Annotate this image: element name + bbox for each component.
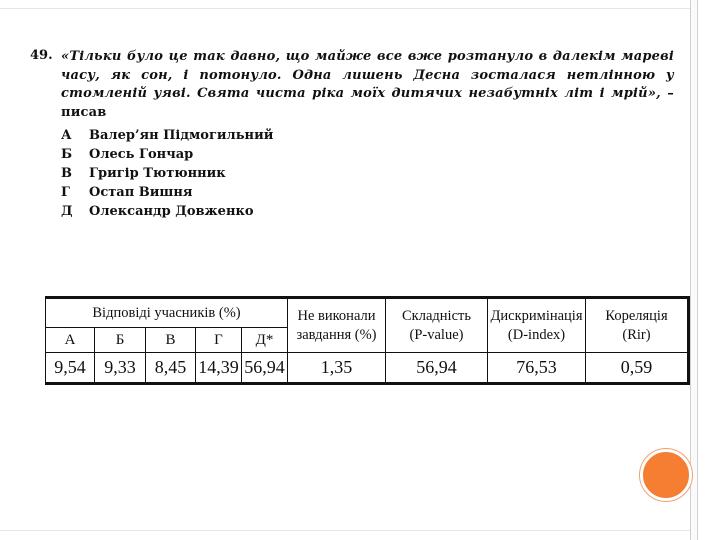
answer-option (61, 164, 273, 183)
answer-option (61, 145, 273, 164)
option-letter: В (61, 166, 72, 181)
option-text: Олесь Гончар (89, 147, 194, 162)
option-letter: Д (61, 204, 73, 219)
option-text: Григір Тютюнник (89, 166, 226, 181)
discrimination-header (488, 298, 586, 353)
difficulty-value-cell: 56,94 (386, 353, 488, 384)
answers-header: Відповіді учасників (%) (46, 298, 288, 328)
answer-value-cell: 14,39 (196, 353, 242, 384)
orange-accent-circle (640, 449, 692, 501)
question-quote: «Тільки було це так давно, що майже все вже розтануло в далекім мареві часу, як сон, і потонуло. Одна лишень Десна зосталася нетлінною у стомленій уяві. Свята чиста ріка моїх дитячих незабутніх літ і мрій», (61, 49, 674, 101)
correlation-header-line2: (Rir) (622, 326, 651, 343)
not-done-header (288, 298, 386, 353)
answer-option (61, 183, 273, 202)
discrimination-header-line1: Дискримінація (490, 307, 583, 324)
answer-option (61, 202, 273, 221)
difficulty-header-line2: (P-value) (409, 326, 464, 343)
results-table (45, 296, 690, 385)
question-number: 49. (30, 48, 53, 63)
answer-options (61, 126, 273, 221)
discrimination-header-line2: (D-index) (507, 326, 566, 343)
answer-letter-cell: А (46, 328, 95, 353)
answer-option (61, 126, 273, 145)
answer-letter-cell: Г (196, 328, 242, 353)
option-letter: Г (61, 185, 70, 200)
not-done-value-cell: 1,35 (288, 353, 386, 384)
answer-value-cell: 9,33 (95, 353, 146, 384)
question-text (61, 48, 674, 122)
answer-value-cell: 9,54 (46, 353, 95, 384)
answer-letter-cell: В (146, 328, 196, 353)
correlation-value-cell: 0,59 (586, 353, 689, 384)
frame-top-line (0, 8, 690, 9)
not-done-header-line1: Не виконали (297, 307, 376, 324)
option-text: Валер’ян Підмогильний (89, 128, 274, 143)
answer-letter-cell: Б (95, 328, 146, 353)
answer-value-cell: 56,94 (242, 353, 288, 384)
not-done-header-line2: завдання (%) (296, 326, 377, 343)
question-tail: – писав (61, 86, 674, 120)
option-text: Олександр Довженко (89, 204, 254, 219)
option-letter: Б (61, 147, 73, 162)
discrimination-value-cell: 76,53 (488, 353, 586, 384)
option-text: Остап Вишня (89, 185, 193, 200)
answer-letter-cell: Д* (242, 328, 288, 353)
frame-bottom-line (0, 530, 690, 531)
correlation-header-line1: Кореляція (605, 307, 668, 324)
difficulty-header-line1: Складність (402, 307, 471, 324)
option-letter: А (61, 128, 72, 143)
answer-value-cell: 8,45 (146, 353, 196, 384)
correlation-header (586, 298, 689, 353)
difficulty-header (386, 298, 488, 353)
slide-frame-border (690, 0, 698, 540)
